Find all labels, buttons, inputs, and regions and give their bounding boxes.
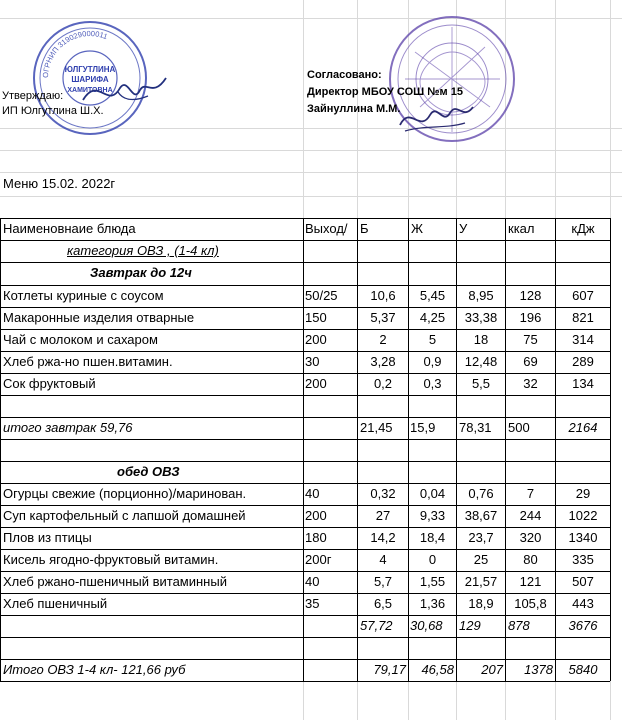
- dish-kj: 507: [572, 574, 594, 589]
- grand-total-b: 79,17: [373, 662, 406, 677]
- table-border: [610, 218, 611, 681]
- grand-total-kj: 5840: [568, 662, 598, 677]
- signature-right: [395, 95, 475, 140]
- breakfast-total-label: итого завтрак 59,76: [3, 420, 133, 435]
- table-border: [0, 439, 610, 440]
- col-header-b: Б: [360, 221, 369, 236]
- dish-u: 23,7: [468, 530, 494, 545]
- dish-u: 25: [473, 552, 489, 567]
- grand-total-kcal: 1378: [524, 662, 553, 677]
- dish-yield: 200: [305, 376, 327, 391]
- dish-b: 10,6: [370, 288, 396, 303]
- agreed-label: Согласовано:: [307, 69, 382, 81]
- dish-name: Суп картофельный с лапшой домашней: [3, 508, 246, 523]
- dish-zh: 1,55: [419, 574, 446, 589]
- col-header-zh: Ж: [411, 221, 424, 236]
- dish-kcal: 128: [519, 288, 542, 303]
- dish-b: 0,32: [370, 486, 396, 501]
- total-kj: 3676: [568, 618, 598, 633]
- dish-kcal: 75: [523, 332, 538, 347]
- dish-zh: 0: [428, 552, 437, 567]
- dish-zh: 0,3: [423, 376, 442, 391]
- dish-kj: 607: [572, 288, 594, 303]
- dish-kcal: 105,8: [514, 596, 547, 611]
- dish-yield: 200: [305, 508, 327, 523]
- dish-kj: 314: [572, 332, 594, 347]
- dish-u: 8,95: [468, 288, 494, 303]
- dish-kcal: 121: [519, 574, 542, 589]
- total-u: 129: [459, 618, 481, 633]
- dish-yield: 40: [305, 486, 320, 501]
- dish-kcal: 69: [523, 354, 538, 369]
- dish-zh: 0,9: [423, 354, 442, 369]
- dish-yield: 35: [305, 596, 320, 611]
- dish-name: Огурцы свежие (порционно)/маринован.: [3, 486, 247, 501]
- grid-line: [0, 196, 622, 197]
- total-zh: 15,9: [410, 420, 436, 435]
- total-u: 78,31: [459, 420, 492, 435]
- dish-b: 14,2: [370, 530, 396, 545]
- dish-yield: 180: [305, 530, 327, 545]
- table-border: [0, 395, 610, 396]
- dish-name: Плов из птицы: [3, 530, 92, 545]
- dish-kj: 1022: [568, 508, 598, 523]
- dish-u: 21,57: [464, 574, 498, 589]
- dish-name: Сок фруктовый: [3, 376, 96, 391]
- dish-zh: 5,45: [419, 288, 446, 303]
- dish-kcal: 244: [519, 508, 542, 523]
- col-header-u: У: [459, 221, 468, 236]
- agreed-position: Директор МБОУ СОШ №м 15: [307, 86, 463, 98]
- dish-kcal: 320: [519, 530, 542, 545]
- dish-yield: 150: [305, 310, 327, 325]
- dish-kcal: 80: [523, 552, 538, 567]
- col-header-kcal: ккал: [508, 221, 535, 236]
- dish-zh: 9,33: [419, 508, 446, 523]
- dish-name: Кисель ягодно-фруктовый витамин.: [3, 552, 219, 567]
- dish-kj: 443: [572, 596, 594, 611]
- category-label: категория ОВЗ , (1-4 кл): [67, 243, 219, 258]
- menu-title: Меню 15.02. 2022г: [3, 176, 116, 191]
- total-b: 21,45: [360, 420, 393, 435]
- total-kj: 2164: [568, 420, 598, 435]
- table-border: [0, 461, 610, 462]
- dish-kcal: 7: [526, 486, 535, 501]
- table-border: [0, 637, 610, 638]
- agreed-name: Зайнуллина М.М.: [307, 103, 401, 115]
- dish-yield: 200г: [305, 552, 332, 567]
- dish-kj: 335: [572, 552, 594, 567]
- dish-b: 2: [379, 332, 387, 347]
- dish-u: 12,48: [464, 354, 498, 369]
- dish-name: Хлеб пшеничный: [3, 596, 108, 611]
- table-border: [0, 218, 1, 681]
- dish-zh: 0,04: [419, 486, 446, 501]
- dish-b: 4: [379, 552, 387, 567]
- dish-yield: 40: [305, 574, 320, 589]
- dish-kj: 289: [572, 354, 594, 369]
- dish-b: 5,37: [370, 310, 396, 325]
- grid-line: [0, 150, 622, 151]
- dish-name: Макаронные изделия отварные: [3, 310, 195, 325]
- dish-zh: 1,36: [419, 596, 446, 611]
- dish-kcal: 32: [523, 376, 538, 391]
- dish-kj: 1340: [568, 530, 598, 545]
- dish-u: 0,76: [468, 486, 494, 501]
- lunch-title: обед ОВЗ: [117, 464, 180, 479]
- dish-zh: 18,4: [419, 530, 446, 545]
- grand-total-label: Итого ОВЗ 1-4 кл- 121,66 руб: [3, 662, 186, 677]
- table-border: [303, 218, 304, 681]
- col-header-kj: кДж: [571, 221, 595, 236]
- dish-u: 38,67: [464, 508, 498, 523]
- dish-name: Хлеб ржано-пшеничный витаминный: [3, 574, 227, 589]
- dish-zh: 4,25: [419, 310, 446, 325]
- dish-b: 6,5: [373, 596, 393, 611]
- grand-total-u: 207: [481, 662, 503, 677]
- dish-u: 5,5: [471, 376, 491, 391]
- approved-label: Утверждаю:: [2, 90, 64, 102]
- seal-text: ШАРИФА: [71, 75, 109, 84]
- dish-name: Котлеты куриные с соусом: [3, 288, 164, 303]
- dish-yield: 30: [305, 354, 320, 369]
- seal-ring-text: ОГРНИП 319029000011: [40, 28, 109, 79]
- total-b: 57,72: [360, 618, 393, 633]
- dish-kj: 134: [572, 376, 594, 391]
- dish-kcal: 196: [519, 310, 542, 325]
- dish-name: Чай с молоком и сахаром: [3, 332, 158, 347]
- grand-total-zh: 46,58: [421, 662, 454, 677]
- seal-text: ХАМИТОВНА: [67, 87, 113, 94]
- col-header-yield: Выход/: [305, 221, 348, 236]
- dish-b: 0,2: [373, 376, 393, 391]
- dish-kj: 29: [575, 486, 591, 501]
- dish-u: 18: [473, 332, 489, 347]
- total-kcal: 500: [508, 420, 530, 435]
- dish-u: 33,38: [464, 310, 498, 325]
- dish-b: 3,28: [370, 354, 396, 369]
- dish-yield: 200: [305, 332, 327, 347]
- seal-text: ЮЛГУТЛИНА: [64, 65, 116, 74]
- total-zh: 30,68: [410, 618, 443, 633]
- dish-b: 5,7: [373, 574, 393, 589]
- dish-name: Хлеб ржа-но пшен.витамин.: [3, 354, 173, 369]
- dish-b: 27: [375, 508, 391, 523]
- breakfast-title: Завтрак до 12ч: [90, 265, 192, 280]
- approved-by: ИП Юлгутлина Ш.Х.: [2, 105, 104, 117]
- total-kcal: 878: [508, 618, 530, 633]
- table-border: [0, 681, 610, 682]
- col-header-name: Наименовнаие блюда: [3, 221, 136, 236]
- dish-u: 18,9: [468, 596, 494, 611]
- dish-kj: 821: [572, 310, 594, 325]
- dish-yield: 50/25: [305, 288, 338, 303]
- dish-zh: 5: [428, 332, 437, 347]
